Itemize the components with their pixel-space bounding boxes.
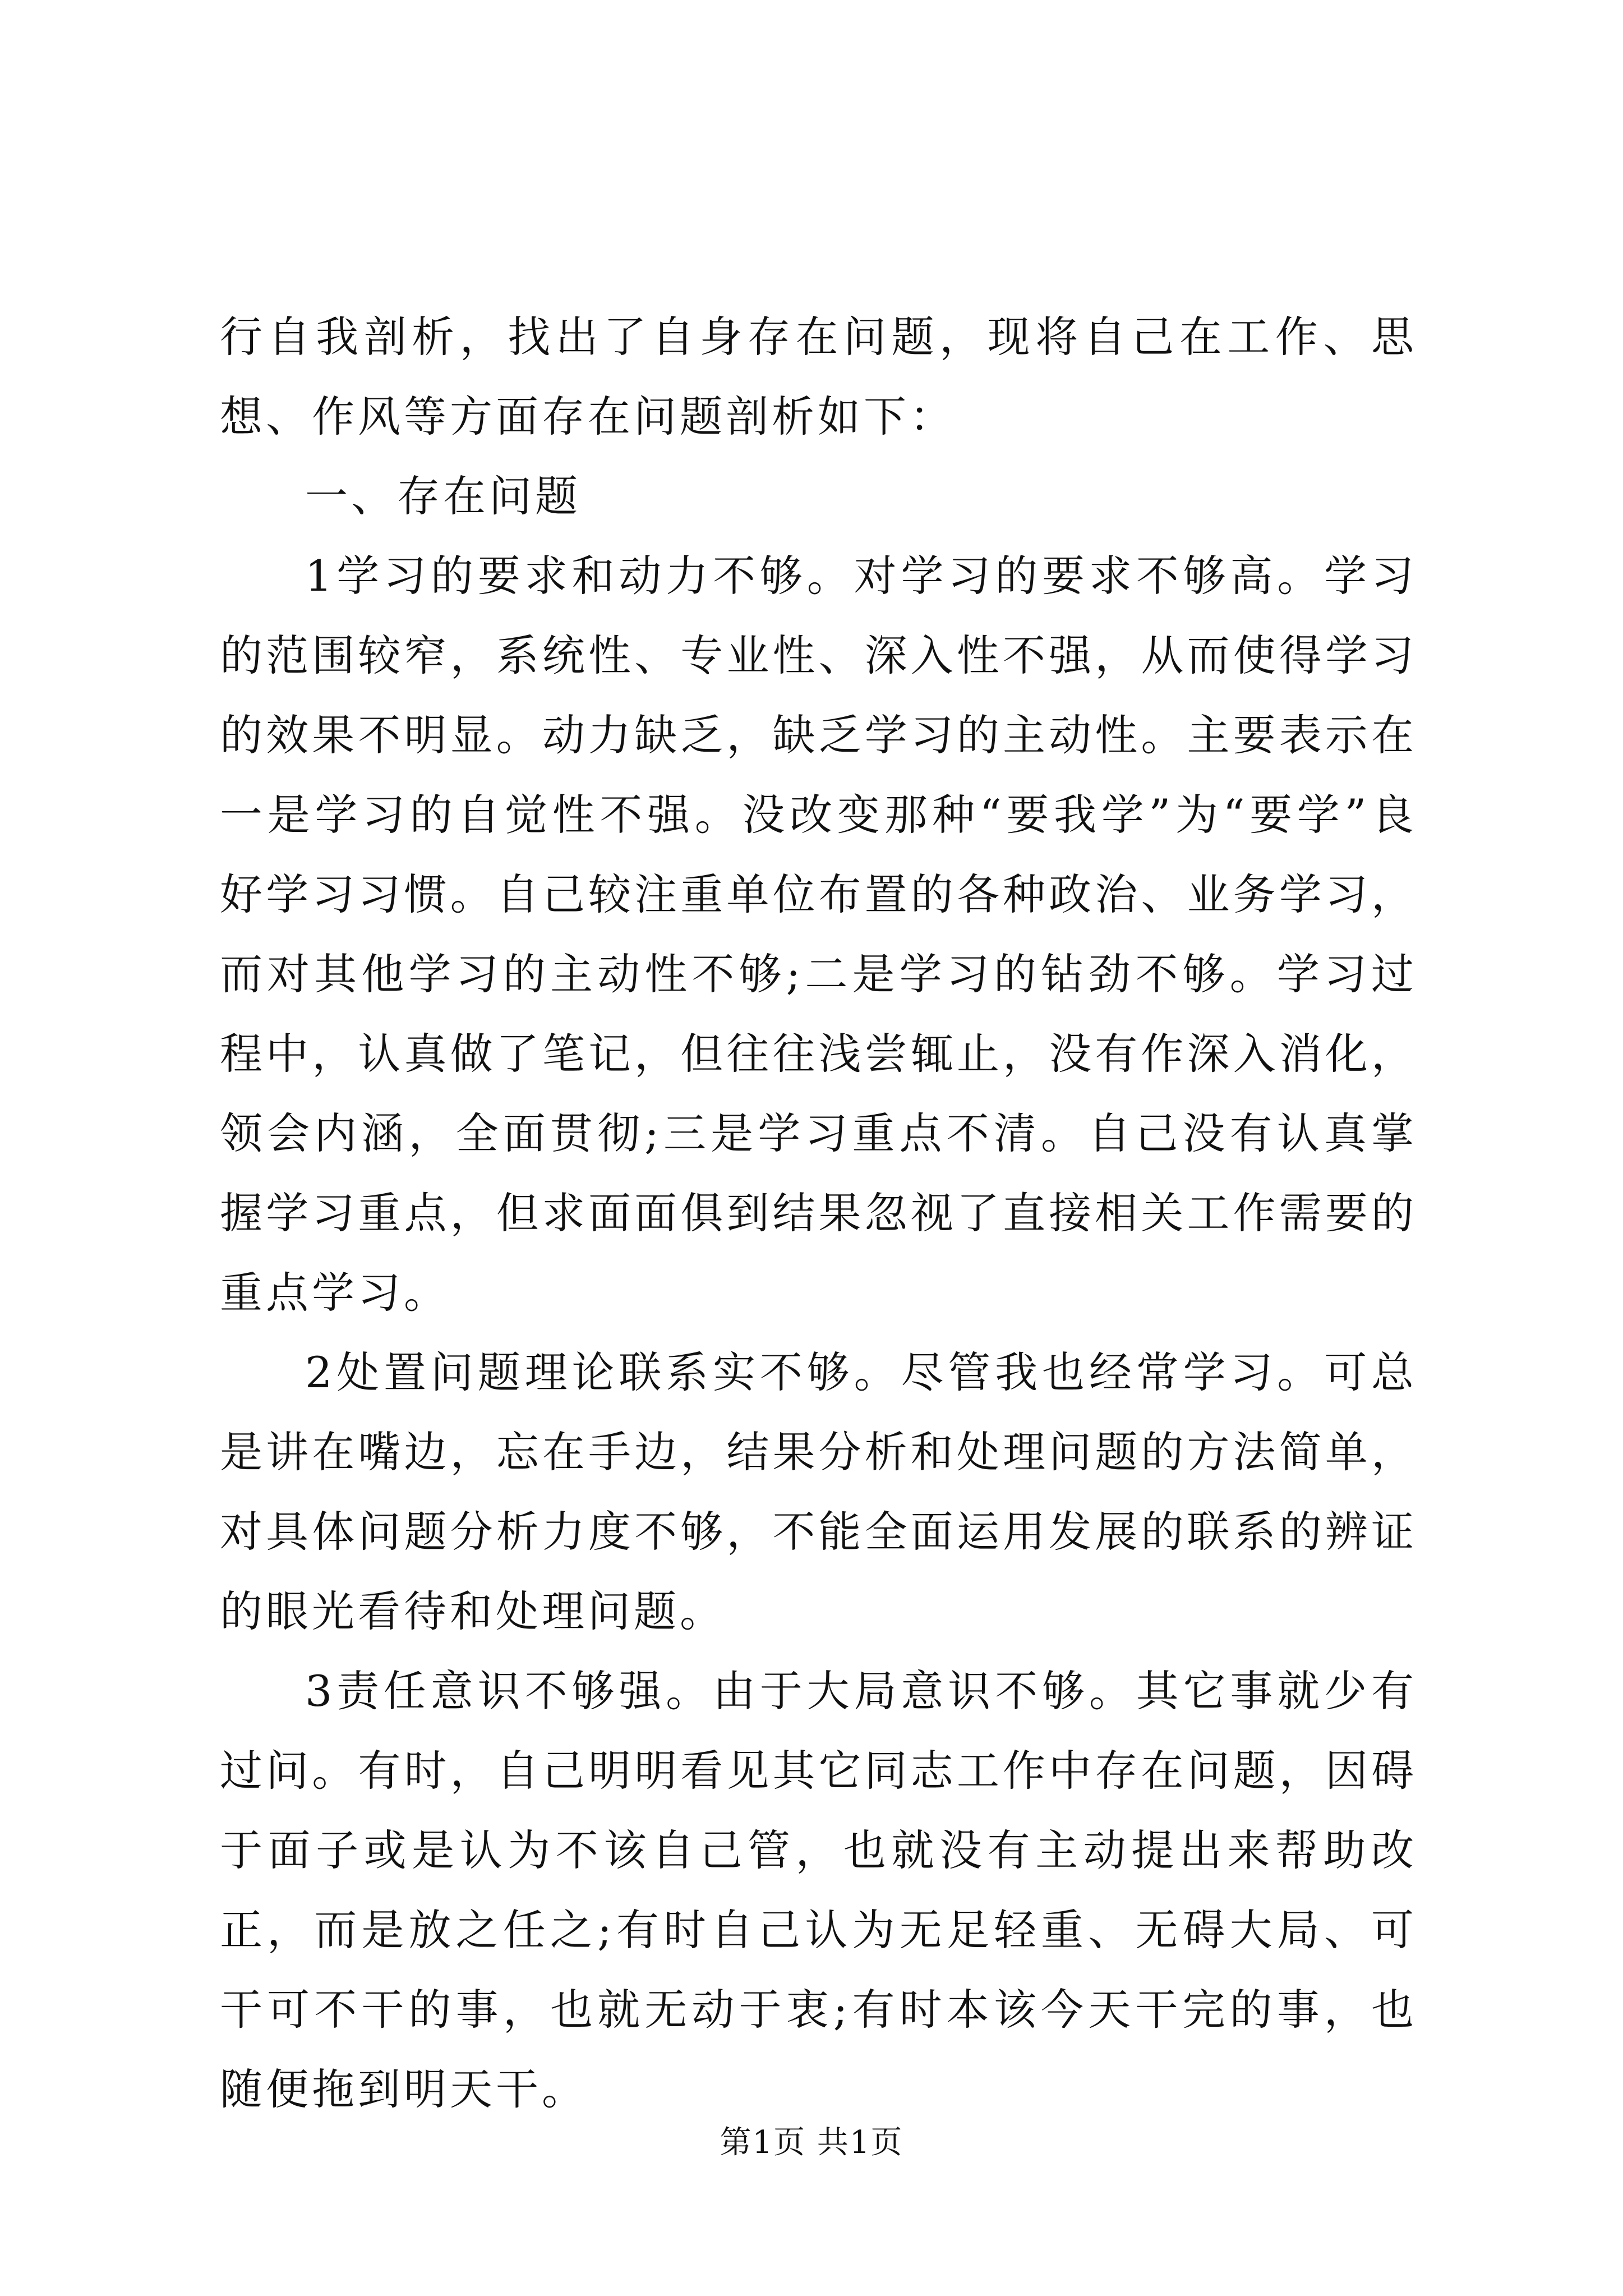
page-footer: 第1页 共1页	[720, 2124, 903, 2161]
section-heading: 一、存在问题	[305, 471, 581, 521]
paragraph-item-2: 2处置问题理论联系实不够。尽管我也经常学习。可总是讲在嘴边，忘在手边，结果分析和处理问题的方法简单，对具体问题分析力度不够，不能全面运用发展的联系的辨证的眼光看待和处理问题。	[220, 1347, 1417, 1636]
paragraph-item-3: 3责任意识不够强。由于大局意识不够。其它事就少有过问。有时，自己明明看见其它同志工作中存在问题，因碍于面子或是认为不该自己管，也就没有主动提出来帮助改正，而是放之任之;有时自己认为无足轻重、无碍大局、可干可不干的事，也就无动于衷;有时本该今天干完的事，也随便拖到明天干。	[220, 1666, 1417, 2114]
paragraph-intro-continuation: 行自我剖析，找出了自身存在问题，现将自己在工作、思想、作风等方面存在问题剖析如下：	[220, 312, 1417, 441]
document-body	[220, 297, 1417, 2129]
paragraph-item-1: 1学习的要求和动力不够。对学习的要求不够高。学习的范围较窄，系统性、专业性、深入性不强，从而使得学习的效果不明显。动力缺乏，缺乏学习的主动性。主要表示在一是学习的自觉性不强。没改变那种“要我学”为“要学”良好学习习惯。自己较注重单位布置的各种政治、业务学习，而对其他学习的主动性不够;二是学习的钻劲不够。学习过程中，认真做了笔记，但往往浅尝辄止，没有作深入消化，领会内涵，全面贯彻;三是学习重点不清。自己没有认真掌握学习重点，但求面面俱到结果忽视了直接相关工作需要的重点学习。	[220, 551, 1417, 1318]
